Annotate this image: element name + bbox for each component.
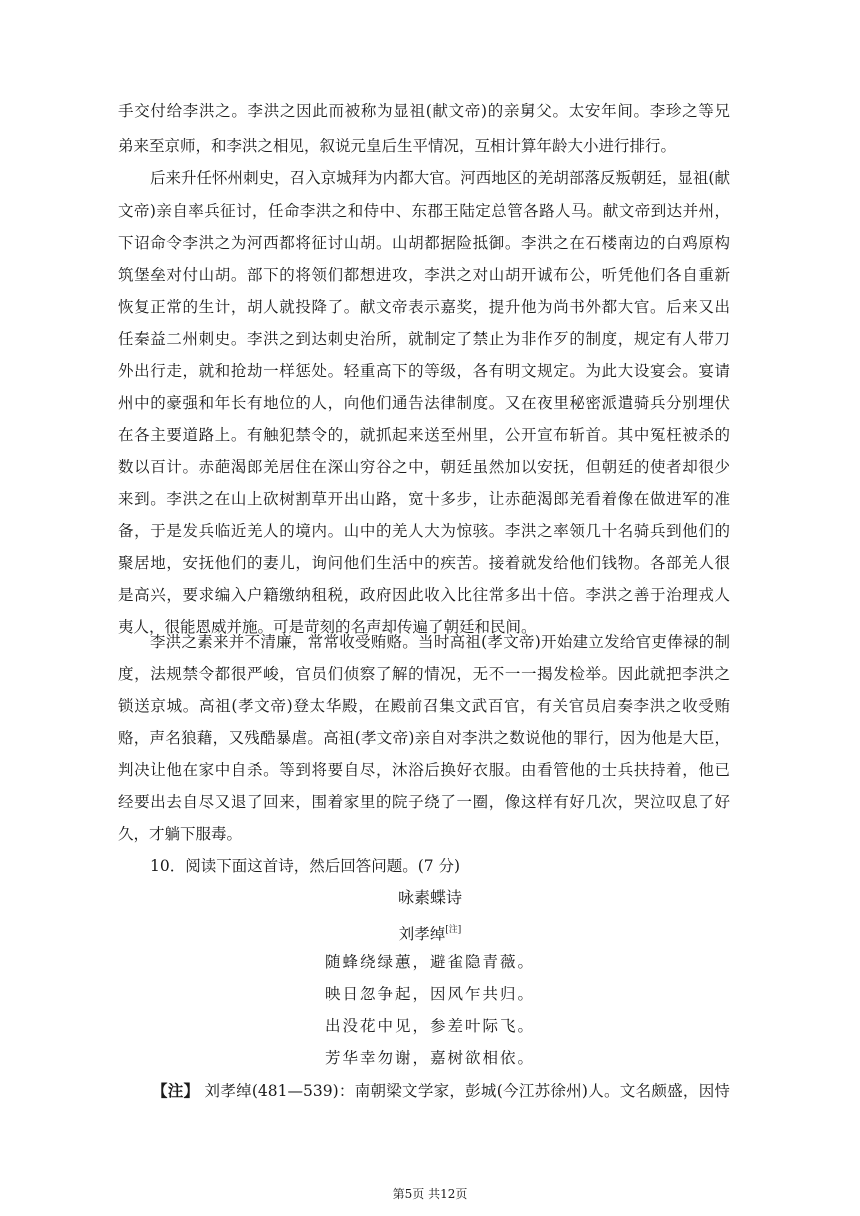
poem-line: 出没花中见，参差叶际飞。 bbox=[324, 1017, 535, 1035]
text-line: 弟来至京师，和李洪之相见，叙说元皇后生平情况，互相计算年龄大小进行排行。 bbox=[118, 137, 677, 155]
text-line: 夷人，很能恩威并施。可是苛刻的名声却传遍了朝廷和民间。 bbox=[118, 618, 537, 636]
text-line: 备，于是发兵临近羌人的境内。山中的羌人大为惊骇。李洪之率领几十名骑兵到他们的 bbox=[118, 522, 730, 540]
footnote bbox=[152, 1081, 730, 1101]
text-line: 文帝)亲自率兵征讨，任命李洪之和侍中、东郡王陆定总管各路人马。献文帝到达并州， bbox=[118, 202, 730, 220]
footnote-tag: 【注】 bbox=[152, 1081, 200, 1100]
text-line: 来到。李洪之在山上砍树割草开出山路，宽十多步，让赤葩渴郎羌看着像在做进军的准 bbox=[118, 490, 730, 508]
poem-line: 映日忽争起，因风乍共归。 bbox=[324, 985, 535, 1003]
text-line: 判决让他在家中自杀。等到将要自尽，沐浴后换好衣服。由看管他的士兵扶持着，他已 bbox=[118, 761, 730, 779]
poem-line: 随蜂绕绿蕙，避雀隐青薇。 bbox=[324, 953, 535, 971]
poem-author-note-mark: [注] bbox=[445, 925, 462, 935]
poem-line: 芳华幸勿谢，嘉树欲相依。 bbox=[324, 1049, 535, 1067]
text-line: 在各主要道路上。有触犯禁令的，就抓起来送至州里，公开宣布斩首。其中冤枉被杀的 bbox=[118, 426, 730, 444]
text-line: 久，才躺下服毒。 bbox=[118, 825, 243, 843]
text-line: 经要出去自尽又退了回来，围着家里的院子绕了一圈，像这样有好几次，哭泣叹息了好 bbox=[118, 793, 730, 811]
text-line: 聚居地，安抚他们的妻儿，询问他们生活中的疾苦。接着就发给他们钱物。各部羌人很 bbox=[118, 554, 730, 572]
text-line: 任秦益二州刺史。李洪之到达刺史治所，就制定了禁止为非作歹的制度，规定有人带刀 bbox=[118, 330, 730, 348]
text-line: 锁送京城。高祖(孝文帝)登太华殿，在殿前召集文武百官，有关官员启奏李洪之收受贿 bbox=[118, 697, 730, 715]
poem-author-name: 刘孝绰 bbox=[398, 925, 446, 943]
text-line: 手交付给李洪之。李洪之因此而被称为显祖(献文帝)的亲舅父。太安年间。李珍之等兄 bbox=[118, 102, 730, 120]
page-number: 第5页 共12页 bbox=[392, 1187, 468, 1201]
text-line: 度，法规禁令都很严峻，官员们侦察了解的情况，无不一一揭发检举。因此就把李洪之 bbox=[118, 665, 730, 683]
text-line: 下诏命令李洪之为河西都将征讨山胡。山胡都据险抵御。李洪之在石楼南边的白鸡原构 bbox=[118, 234, 730, 252]
footnote-text: 刘孝绰(481—539)：南朝梁文学家，彭城(今江苏徐州)人。文名颇盛，因恃 bbox=[199, 1082, 730, 1100]
poem-author bbox=[0, 920, 860, 944]
question-heading: 10．阅读下面这首诗，然后回答问题。(7 分) bbox=[150, 857, 461, 875]
text-line: 数以百计。赤葩渴郎羌居住在深山穷谷之中，朝廷虽然加以安抚，但朝廷的使者却很少 bbox=[118, 458, 730, 476]
poem-title: 咏素蝶诗 bbox=[397, 888, 462, 907]
text-line: 恢复正常的生计，胡人就投降了。献文帝表示嘉奖，提升他为尚书外都大官。后来又出 bbox=[118, 298, 730, 316]
text-line: 后来升任怀州刺史，召入京城拜为内都大官。河西地区的羌胡部落反叛朝廷，显祖(献 bbox=[150, 169, 730, 187]
text-line: 州中的豪强和年长有地位的人，向他们通告法律制度。又在夜里秘密派遣骑兵分别埋伏 bbox=[118, 394, 730, 412]
text-line: 是高兴，要求编入户籍缴纳租税，政府因此收入比往常多出十倍。李洪之善于治理戎人 bbox=[118, 586, 730, 604]
text-line: 赂，声名狼藉，又残酷暴虐。高祖(孝文帝)亲自对李洪之数说他的罪行，因为他是大臣， bbox=[118, 729, 730, 747]
text-line: 李洪之素来并不清廉，常常收受贿赂。当时高祖(孝文帝)开始建立发给官吏俸禄的制 bbox=[150, 633, 730, 651]
text-line: 筑堡垒对付山胡。部下的将领们都想进攻，李洪之对山胡开诚布公，听凭他们各自重新 bbox=[118, 266, 730, 284]
text-line: 外出行走，就和抢劫一样惩处。轻重高下的等级，各有明文规定。为此大设宴会。宴请 bbox=[118, 362, 730, 380]
